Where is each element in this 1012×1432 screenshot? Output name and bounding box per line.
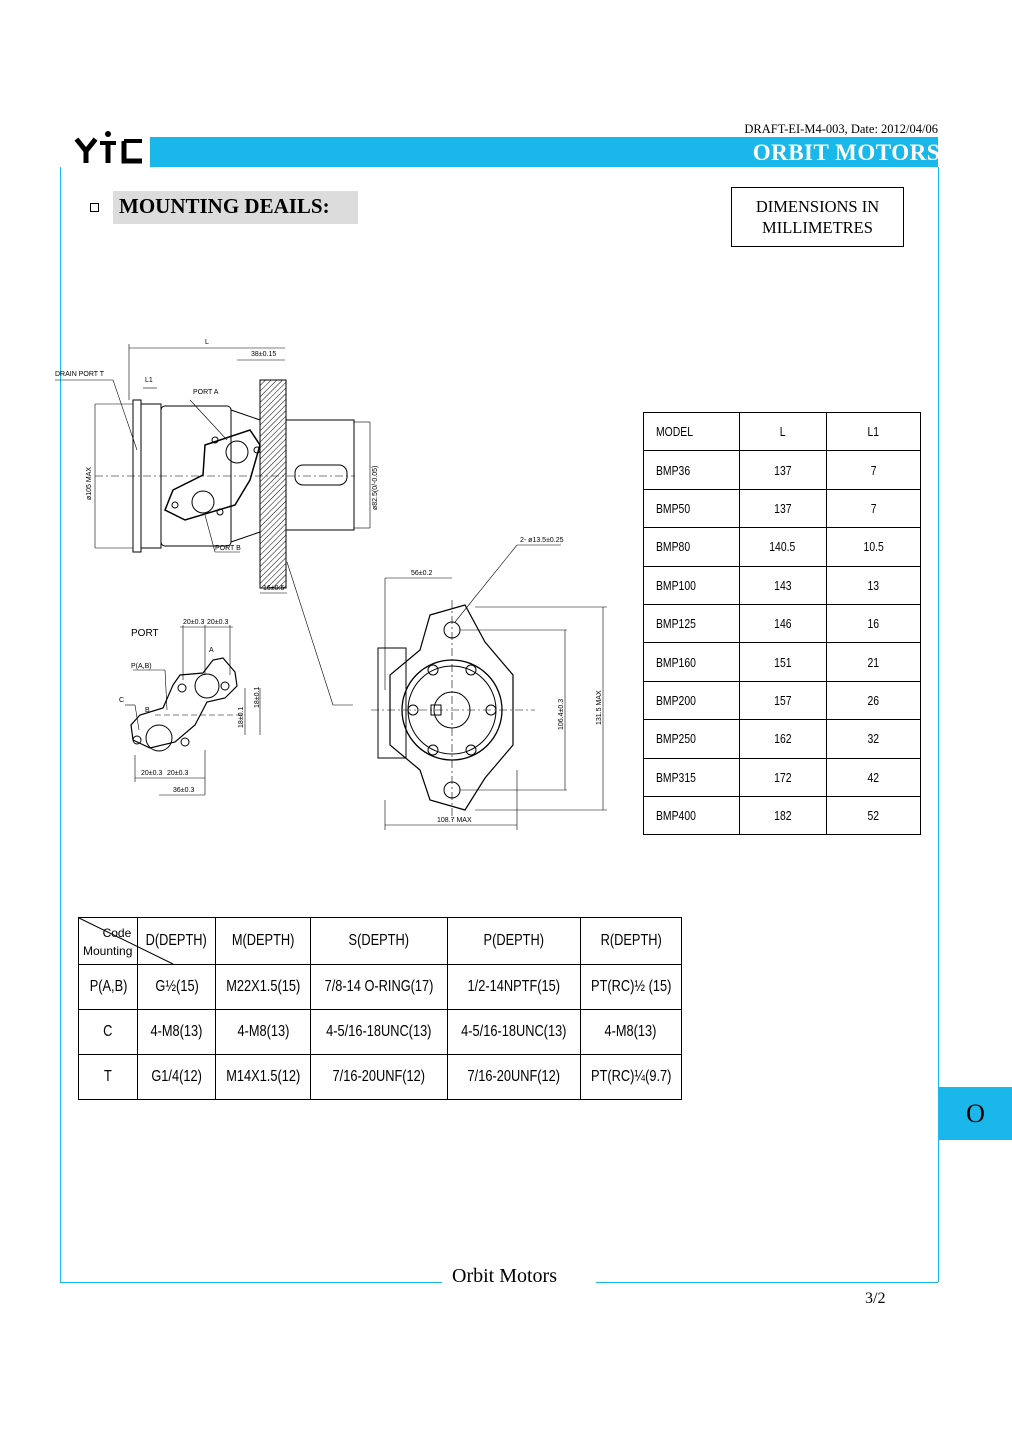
l1-cell bbox=[826, 681, 920, 719]
shaft-housing bbox=[286, 420, 354, 530]
code-cell-text: 4-5/16-18UNC(13) bbox=[461, 1023, 567, 1040]
dim-16: 16±0.5 bbox=[263, 585, 285, 592]
code-cell-text: G½(15) bbox=[154, 978, 199, 995]
l-cell bbox=[739, 720, 826, 758]
footer-text: Orbit Motors bbox=[452, 1265, 557, 1287]
code-cell-text: PT(RC)½ (15) bbox=[590, 978, 671, 995]
code-cell-text: PT(RC)¼(9.7) bbox=[590, 1068, 671, 1085]
svg-text:YiL: YiL bbox=[134, 169, 136, 170]
code-cell-text: 1/2-14NPTF(15) bbox=[467, 978, 560, 995]
code-cell-text: 4-5/16-18UNC(13) bbox=[326, 1023, 432, 1040]
mounting-cell bbox=[79, 1055, 138, 1100]
units-line-1: DIMENSIONS IN bbox=[755, 197, 880, 216]
code-header-cell bbox=[216, 918, 311, 965]
code-header-text: M(DEPTH) bbox=[231, 932, 295, 949]
code-cell bbox=[310, 1055, 447, 1100]
model-cell bbox=[644, 451, 740, 489]
table-row bbox=[644, 528, 921, 566]
code-cell bbox=[216, 965, 311, 1010]
l-cell-text: 140.5 bbox=[769, 539, 796, 555]
flange bbox=[260, 380, 286, 588]
l-cell-text: 137 bbox=[774, 462, 792, 478]
code-cell bbox=[447, 1010, 580, 1055]
code-cell-text: 7/8-14 O-RING(17) bbox=[324, 978, 434, 995]
table-row bbox=[644, 451, 921, 489]
header-l1-text: L1 bbox=[867, 424, 880, 440]
header-model-text: MODEL bbox=[656, 424, 693, 440]
code-cell bbox=[310, 965, 447, 1010]
code-cell bbox=[580, 1010, 681, 1055]
a-label: A bbox=[209, 647, 214, 654]
header-l-text: L bbox=[779, 424, 786, 440]
l-cell-text: 182 bbox=[774, 808, 792, 824]
dim-36: 36±0.3 bbox=[173, 787, 195, 794]
section-title: MOUNTING DEAILS: bbox=[113, 191, 358, 224]
b-label: B bbox=[145, 707, 150, 714]
port-b-label: PORT B bbox=[215, 545, 241, 552]
table-row bbox=[644, 643, 921, 681]
code-cell bbox=[310, 1010, 447, 1055]
header-corner-cell bbox=[79, 918, 138, 965]
dim-105: ø105 MAX bbox=[86, 466, 93, 500]
drain-port-label: DRAIN PORT T bbox=[55, 371, 105, 378]
code-header-text: P(DEPTH) bbox=[483, 932, 544, 949]
l1-cell-text: 52 bbox=[867, 808, 880, 824]
units-line-2: MILLIMETRES bbox=[762, 218, 873, 237]
dim-108: 108.7 MAX bbox=[437, 817, 472, 824]
model-cell bbox=[644, 604, 740, 642]
l-cell bbox=[739, 758, 826, 796]
model-cell-text: BMP400 bbox=[656, 808, 696, 824]
brand-title: ORBIT MOTORS bbox=[752, 140, 940, 165]
model-cell-text: BMP80 bbox=[656, 539, 691, 555]
table-row bbox=[644, 758, 921, 796]
dim-18b: 18±0.1 bbox=[254, 686, 261, 708]
model-table bbox=[643, 412, 921, 835]
dim-20c: 20±0.3 bbox=[141, 770, 163, 777]
l-cell-text: 162 bbox=[774, 731, 792, 747]
dim-l1: L1 bbox=[145, 377, 153, 384]
code-cell-text: P(A,B) bbox=[89, 978, 127, 995]
l1-cell-text: 13 bbox=[867, 577, 880, 593]
port-detail-b bbox=[146, 725, 172, 751]
l1-cell-text: 7 bbox=[870, 500, 877, 516]
port-a-label: PORT A bbox=[193, 389, 219, 396]
units-note bbox=[731, 187, 904, 247]
model-cell bbox=[644, 796, 740, 834]
port-a-circle bbox=[226, 441, 248, 463]
l1-cell bbox=[826, 489, 920, 527]
l-cell bbox=[739, 566, 826, 604]
dim-38: 38±0.15 bbox=[251, 351, 277, 358]
c-label: C bbox=[119, 697, 125, 704]
draft-code: DRAFT-EI-M4-003, Date: 2012/04/06 bbox=[744, 122, 938, 136]
dim-56: 56±0.2 bbox=[411, 570, 433, 577]
mounting-corner-label: Mounting bbox=[83, 944, 133, 958]
model-cell-text: BMP160 bbox=[656, 654, 696, 670]
code-cell-text: T bbox=[104, 1068, 113, 1085]
code-cell-text: 7/16-20UNF(12) bbox=[467, 1068, 560, 1085]
l-cell bbox=[739, 796, 826, 834]
l1-cell-text: 32 bbox=[867, 731, 880, 747]
dim-106: 106.4±0.3 bbox=[558, 698, 565, 730]
table-row bbox=[644, 604, 921, 642]
l-cell bbox=[739, 451, 826, 489]
mounting-drawing bbox=[55, 330, 625, 840]
l1-cell bbox=[826, 758, 920, 796]
l1-cell-text: 16 bbox=[867, 616, 880, 632]
model-cell bbox=[644, 566, 740, 604]
code-cell-text: 4-M8(13) bbox=[150, 1023, 203, 1040]
model-cell bbox=[644, 720, 740, 758]
code-cell bbox=[580, 1055, 681, 1100]
model-cell-text: BMP125 bbox=[656, 616, 696, 632]
model-header-row bbox=[644, 413, 921, 451]
model-cell bbox=[644, 489, 740, 527]
code-cell-text: M14X1.5(12) bbox=[225, 1068, 300, 1085]
l-cell-text: 151 bbox=[774, 654, 792, 670]
dim-18a: 18±0.1 bbox=[238, 706, 245, 728]
dim-20b: 20±0.3 bbox=[207, 619, 229, 626]
table-row bbox=[644, 489, 921, 527]
yil-logo bbox=[74, 129, 154, 169]
l-cell bbox=[739, 643, 826, 681]
header-l1 bbox=[826, 413, 920, 451]
footer-line-right bbox=[596, 1282, 938, 1283]
code-cell bbox=[580, 965, 681, 1010]
l1-cell bbox=[826, 604, 920, 642]
port-title: PORT bbox=[131, 628, 159, 639]
pab-label: P(A,B) bbox=[131, 663, 152, 670]
l1-cell-text: 7 bbox=[870, 462, 877, 478]
table-row bbox=[644, 681, 921, 719]
shaft-key bbox=[295, 465, 347, 485]
dim-20d: 20±0.3 bbox=[167, 770, 189, 777]
dim-20a: 20±0.3 bbox=[183, 619, 205, 626]
code-cell bbox=[216, 1010, 311, 1055]
l1-cell bbox=[826, 451, 920, 489]
model-cell-text: BMP50 bbox=[656, 500, 691, 516]
l1-cell-text: 10.5 bbox=[863, 539, 884, 555]
holes-label: 2- ø13.5±0.25 bbox=[520, 537, 564, 544]
dim-131: 131.5 MAX bbox=[596, 690, 603, 725]
code-cell-text: 7/16-20UNF(12) bbox=[332, 1068, 426, 1085]
model-cell bbox=[644, 528, 740, 566]
code-cell bbox=[138, 1010, 216, 1055]
header-model bbox=[644, 413, 740, 451]
header-l bbox=[739, 413, 826, 451]
l-cell-text: 146 bbox=[774, 616, 792, 632]
l1-cell bbox=[826, 566, 920, 604]
section-tab: O bbox=[939, 1087, 1012, 1140]
model-cell-text: BMP250 bbox=[656, 731, 696, 747]
code-cell bbox=[138, 965, 216, 1010]
table-row bbox=[644, 720, 921, 758]
l-cell bbox=[739, 681, 826, 719]
model-cell bbox=[644, 681, 740, 719]
dim-l: L bbox=[205, 339, 209, 346]
l-cell-text: 143 bbox=[774, 577, 792, 593]
port-code-table bbox=[78, 917, 682, 1100]
port-b-circle bbox=[192, 491, 214, 513]
l-cell bbox=[739, 604, 826, 642]
footer-line-left bbox=[60, 1282, 442, 1283]
l-cell-text: 157 bbox=[774, 692, 792, 708]
code-corner-label: Code bbox=[102, 926, 132, 940]
code-header-text: D(DEPTH) bbox=[146, 932, 208, 949]
model-cell-text: BMP36 bbox=[656, 462, 691, 478]
table-row bbox=[79, 965, 682, 1010]
code-cell bbox=[447, 965, 580, 1010]
table-row bbox=[644, 566, 921, 604]
code-header-cell bbox=[310, 918, 447, 965]
model-cell bbox=[644, 643, 740, 681]
l-cell-text: 172 bbox=[774, 769, 792, 785]
code-header-cell bbox=[580, 918, 681, 965]
code-cell bbox=[447, 1055, 580, 1100]
mounting-cell bbox=[79, 1010, 138, 1055]
code-cell bbox=[138, 1055, 216, 1100]
code-header-text: R(DEPTH) bbox=[600, 932, 662, 949]
code-cell bbox=[216, 1055, 311, 1100]
l1-cell bbox=[826, 796, 920, 834]
table-row bbox=[644, 796, 921, 834]
model-cell bbox=[644, 758, 740, 796]
code-header-row bbox=[79, 918, 682, 965]
l1-cell-text: 21 bbox=[867, 654, 880, 670]
l1-cell-text: 42 bbox=[867, 769, 880, 785]
table-row bbox=[79, 1010, 682, 1055]
l-cell bbox=[739, 489, 826, 527]
code-cell-text: M22X1.5(15) bbox=[225, 978, 300, 995]
checkbox-bullet-icon bbox=[90, 203, 99, 212]
table-row bbox=[79, 1055, 682, 1100]
l-cell bbox=[739, 528, 826, 566]
l-cell-text: 137 bbox=[774, 500, 792, 516]
l1-cell-text: 26 bbox=[867, 692, 880, 708]
l1-cell bbox=[826, 643, 920, 681]
model-cell-text: BMP100 bbox=[656, 577, 696, 593]
l1-cell bbox=[826, 528, 920, 566]
code-header-text: S(DEPTH) bbox=[348, 932, 410, 949]
model-cell-text: BMP200 bbox=[656, 692, 696, 708]
code-header-cell bbox=[447, 918, 580, 965]
code-cell-text: 4-M8(13) bbox=[604, 1023, 657, 1040]
page-number: 3/2 bbox=[865, 1290, 886, 1307]
mounting-cell bbox=[79, 965, 138, 1010]
code-cell-text: G1/4(12) bbox=[151, 1068, 202, 1085]
port-detail-a bbox=[195, 674, 219, 698]
model-cell-text: BMP315 bbox=[656, 769, 696, 785]
code-cell-text: C bbox=[103, 1023, 113, 1040]
l1-cell bbox=[826, 720, 920, 758]
code-cell-text: 4-M8(13) bbox=[236, 1023, 289, 1040]
dim-82: ø82.5(0/-0.05) bbox=[372, 465, 379, 510]
